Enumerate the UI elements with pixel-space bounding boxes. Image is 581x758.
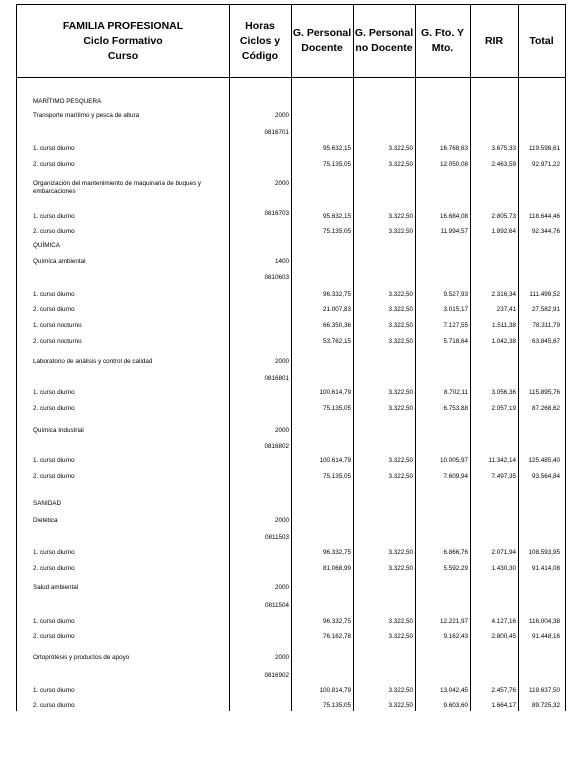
header-personal-no-docente-line: no Docente xyxy=(355,42,413,54)
total-cell: 116.004,38 xyxy=(528,618,560,625)
header-rir xyxy=(470,5,518,77)
curso-label: 1. curso diurno xyxy=(33,457,75,464)
personal-no-docente-cell: 3.322,50 xyxy=(388,161,413,168)
curso-row xyxy=(17,319,565,333)
curso-row xyxy=(17,699,565,713)
total-cell: 91.414,08 xyxy=(531,565,560,572)
fto-cell: 5.718,64 xyxy=(443,338,468,345)
familia-label: MARÍTIMO PESQUERA xyxy=(33,98,102,105)
ciclo-label: Salud ambiental xyxy=(33,584,79,591)
budget-table xyxy=(16,4,566,711)
personal-docente-cell: 21.007,83 xyxy=(322,306,351,313)
code-row xyxy=(17,599,565,613)
total-cell: 93.564,84 xyxy=(531,473,560,480)
personal-docente-cell: 95.632,15 xyxy=(322,145,351,152)
ciclo-hours: 2000 xyxy=(274,427,289,434)
total-cell: 125.485,40 xyxy=(528,457,560,464)
personal-no-docente-cell: 3.322,50 xyxy=(388,213,413,220)
ciclo-hours: 2000 xyxy=(274,180,289,187)
curso-row xyxy=(17,210,565,224)
rir-cell: 1.430,30 xyxy=(491,565,516,572)
curso-label: 2. curso diurno xyxy=(33,228,75,235)
curso-label: 2. curso diurno xyxy=(33,161,75,168)
total-cell: 108.593,95 xyxy=(528,549,560,556)
personal-no-docente-cell: 3.322,50 xyxy=(388,687,413,694)
header-fto-line: Mto. xyxy=(431,42,454,54)
familia-label: QUÍMICA xyxy=(33,242,60,249)
personal-docente-cell: 95.632,15 xyxy=(322,213,351,220)
fto-cell: 5.592,29 xyxy=(443,565,468,572)
ciclo-row xyxy=(17,177,565,195)
curso-label: 2. curso diurno xyxy=(33,405,75,412)
curso-label: 2. curso diurno xyxy=(33,633,75,640)
ciclo-code: 0816902 xyxy=(264,672,289,679)
header-familia-line: FAMILIA PROFESIONAL xyxy=(62,19,184,32)
familia-row xyxy=(17,95,565,109)
personal-docente-cell: 75.135,05 xyxy=(322,473,351,480)
total-cell: 89.725,32 xyxy=(531,702,560,709)
header-familia-line: Curso xyxy=(107,49,139,62)
rir-cell: 3.056,36 xyxy=(491,389,516,396)
code-row xyxy=(17,372,565,386)
familia-label: SANIDAD xyxy=(33,500,61,507)
curso-row xyxy=(17,630,565,644)
curso-label: 1. curso diurno xyxy=(33,213,75,220)
header-familia-line: Ciclo Formativo xyxy=(83,34,163,47)
familia-row xyxy=(17,239,565,253)
fto-cell: 16.684,08 xyxy=(439,213,468,220)
header-horas-line: Código xyxy=(241,49,279,62)
ciclo-code: 0811504 xyxy=(264,602,289,609)
fto-cell: 12.221,97 xyxy=(439,618,468,625)
fto-cell: 6.866,76 xyxy=(443,549,468,556)
curso-row xyxy=(17,684,565,698)
personal-no-docente-cell: 3.322,50 xyxy=(388,145,413,152)
curso-row xyxy=(17,546,565,560)
header-rir-line: RIR xyxy=(484,34,504,47)
personal-no-docente-cell: 3.322,50 xyxy=(388,228,413,235)
rir-cell: 1.042,38 xyxy=(491,338,516,345)
personal-no-docente-cell: 3.322,50 xyxy=(388,457,413,464)
curso-label: 2. curso diurno xyxy=(33,306,75,313)
header-horas xyxy=(229,5,291,77)
personal-docente-cell: 96.332,75 xyxy=(322,618,351,625)
curso-label: 1. curso diurno xyxy=(33,549,75,556)
curso-label: 2. curso diurno xyxy=(33,565,75,572)
curso-label: 2. curso diurno xyxy=(33,702,75,709)
ciclo-row xyxy=(17,109,565,123)
ciclo-code: 0811503 xyxy=(264,534,289,541)
total-cell: 91.448,16 xyxy=(531,633,560,640)
total-cell: 27.582,91 xyxy=(531,306,560,313)
fto-cell: 7.609,94 xyxy=(443,473,468,480)
total-cell: 111.499,52 xyxy=(529,291,560,298)
rir-cell: 2.463,59 xyxy=(491,161,516,168)
ciclo-hours: 1400 xyxy=(274,258,289,265)
fto-cell: 16.768,63 xyxy=(439,145,468,152)
ciclo-row xyxy=(17,651,565,665)
header-fto-line: G. Fto. Y xyxy=(421,27,464,39)
fto-cell: 10.005,97 xyxy=(439,457,468,464)
ciclo-label: Dietética xyxy=(33,517,58,524)
personal-docente-cell: 76.162,78 xyxy=(322,633,351,640)
personal-docente-cell: 75.135,05 xyxy=(322,702,351,709)
header-horas-line: Ciclos y xyxy=(239,34,281,47)
personal-docente-cell: 100.614,79 xyxy=(319,457,351,464)
code-row xyxy=(17,271,565,285)
header-personal-docente-line: Docente xyxy=(301,42,343,54)
rir-cell: 2.805,73 xyxy=(491,213,516,220)
ciclo-row xyxy=(17,514,565,528)
fto-cell: 11.994,57 xyxy=(440,228,468,235)
curso-label: 1. curso diurno xyxy=(33,291,75,298)
ciclo-label: Ortoprótesis y productos de apoyo xyxy=(33,654,130,661)
ciclo-row xyxy=(17,581,565,595)
curso-row xyxy=(17,470,565,484)
personal-no-docente-cell: 3.322,50 xyxy=(388,322,413,329)
personal-docente-cell: 75.135,05 xyxy=(322,228,351,235)
fto-cell: 12.050,08 xyxy=(439,161,468,168)
total-cell: 63.845,67 xyxy=(531,338,560,345)
ciclo-code: 0816802 xyxy=(264,443,289,450)
total-cell: 78.311,79 xyxy=(532,322,560,329)
personal-no-docente-cell: 3.322,50 xyxy=(388,389,413,396)
ciclo-hours: 2000 xyxy=(274,654,289,661)
total-cell: 92.971,22 xyxy=(531,161,560,168)
code-row xyxy=(17,531,565,545)
fto-cell: 8.702,11 xyxy=(443,389,468,396)
curso-label: 1. curso diurno xyxy=(33,618,75,625)
curso-row xyxy=(17,225,565,239)
curso-row xyxy=(17,158,565,172)
personal-docente-cell: 75.135,05 xyxy=(322,405,351,412)
ciclo-label: Transporte marítimo y pesca de altura xyxy=(33,112,140,119)
ciclo-row xyxy=(17,255,565,269)
code-row xyxy=(17,669,565,683)
personal-docente-cell: 66.350,36 xyxy=(322,322,351,329)
rir-cell: 2.457,76 xyxy=(491,687,516,694)
personal-no-docente-cell: 3.322,50 xyxy=(388,306,413,313)
personal-no-docente-cell: 3.322,50 xyxy=(388,618,413,625)
curso-label: 1. curso diurno xyxy=(33,145,75,152)
rir-cell: 2.800,45 xyxy=(491,633,516,640)
ciclo-code: 0816701 xyxy=(264,129,289,136)
ciclo-hours: 2000 xyxy=(274,517,289,524)
curso-row xyxy=(17,615,565,629)
fto-cell: 9.527,93 xyxy=(443,291,468,298)
ciclo-label: Química ambiental xyxy=(33,258,86,265)
ciclo-hours: 2000 xyxy=(274,584,289,591)
header-familia xyxy=(17,5,229,77)
rir-cell: 7.497,35 xyxy=(491,473,516,480)
rir-cell: 1.892,64 xyxy=(491,228,516,235)
header-total xyxy=(518,5,565,77)
personal-docente-cell: 75.135,05 xyxy=(322,161,351,168)
ciclo-label: Laboratorio de análisis y control de calidad xyxy=(33,358,153,365)
fto-cell: 7.127,55 xyxy=(443,322,468,329)
curso-row xyxy=(17,335,565,349)
personal-no-docente-cell: 3.322,50 xyxy=(388,549,413,556)
curso-label: 1. curso diurno xyxy=(33,389,75,396)
ciclo-hours: 2000 xyxy=(274,112,289,119)
header-total-line: Total xyxy=(529,34,554,47)
ciclo-hours: 2000 xyxy=(274,358,289,365)
total-cell: 87.268,62 xyxy=(531,405,560,412)
curso-row xyxy=(17,454,565,468)
rir-cell: 1.664,17 xyxy=(491,702,516,709)
personal-no-docente-cell: 3.322,50 xyxy=(388,338,413,345)
rir-cell: 1.511,38 xyxy=(491,322,516,329)
personal-docente-cell: 96.332,75 xyxy=(322,549,351,556)
fto-cell: 9.162,43 xyxy=(443,633,468,640)
header-personal-no-docente xyxy=(353,5,415,77)
personal-no-docente-cell: 3.322,50 xyxy=(388,565,413,572)
ciclo-code: 0816703 xyxy=(264,210,289,217)
rir-cell: 3.675,33 xyxy=(491,145,516,152)
header-personal-docente-line: G. Personal xyxy=(292,27,352,39)
personal-no-docente-cell: 3.322,50 xyxy=(388,633,413,640)
total-cell: 115.895,76 xyxy=(528,389,560,396)
personal-docente-cell: 81.068,99 xyxy=(322,565,351,572)
rir-cell: 4.127,16 xyxy=(491,618,516,625)
personal-no-docente-cell: 3.322,50 xyxy=(388,702,413,709)
curso-row xyxy=(17,562,565,576)
header-personal-no-docente-line: G. Personal xyxy=(354,27,414,39)
ciclo-row xyxy=(17,355,565,369)
total-cell: 118.644,46 xyxy=(528,213,560,220)
curso-row xyxy=(17,402,565,416)
curso-label: 2. curso diurno xyxy=(33,473,75,480)
header-fto xyxy=(415,5,470,77)
fto-cell: 9.603,60 xyxy=(443,702,468,709)
ciclo-label: Organización del mantenimiento de maquinaria de buques y embarcaciones xyxy=(33,180,202,195)
total-cell: 119.637,50 xyxy=(528,687,560,694)
curso-row xyxy=(17,303,565,317)
ciclo-label: Química Industrial xyxy=(33,427,84,434)
personal-docente-cell: 100.614,79 xyxy=(319,389,351,396)
header-horas-line: Horas xyxy=(245,19,275,32)
ciclo-row xyxy=(17,424,565,438)
curso-label: 1. curso nocturno xyxy=(33,322,82,329)
total-cell: 92.344,76 xyxy=(531,228,560,235)
ciclo-code: 0810603 xyxy=(264,274,289,281)
rir-cell: 2.071,94 xyxy=(491,549,516,556)
curso-row xyxy=(17,288,565,302)
code-row xyxy=(17,440,565,454)
familia-row xyxy=(17,497,565,511)
fto-cell: 6.753,88 xyxy=(443,405,468,412)
total-cell: 119.598,61 xyxy=(528,145,560,152)
personal-docente-cell: 96.332,75 xyxy=(322,291,351,298)
rir-cell: 2.057,19 xyxy=(491,405,516,412)
rir-cell: 2.316,34 xyxy=(491,291,516,298)
rir-cell: 237,41 xyxy=(496,306,516,313)
header-personal-docente xyxy=(291,5,353,77)
curso-label: 1. curso diurno xyxy=(33,687,75,694)
ciclo-code: 0816801 xyxy=(264,375,289,382)
rir-cell: 11.342,14 xyxy=(488,457,516,464)
personal-no-docente-cell: 3.322,50 xyxy=(388,473,413,480)
curso-label: 2. curso nocturno xyxy=(33,338,82,345)
personal-no-docente-cell: 3.322,50 xyxy=(388,291,413,298)
personal-docente-cell: 100.814,79 xyxy=(319,687,351,694)
fto-cell: 3.015,17 xyxy=(443,306,468,313)
curso-row xyxy=(17,142,565,156)
fto-cell: 13.042,45 xyxy=(439,687,468,694)
code-row xyxy=(17,126,565,140)
personal-no-docente-cell: 3.322,50 xyxy=(388,405,413,412)
curso-row xyxy=(17,386,565,400)
personal-docente-cell: 53.762,15 xyxy=(322,338,351,345)
